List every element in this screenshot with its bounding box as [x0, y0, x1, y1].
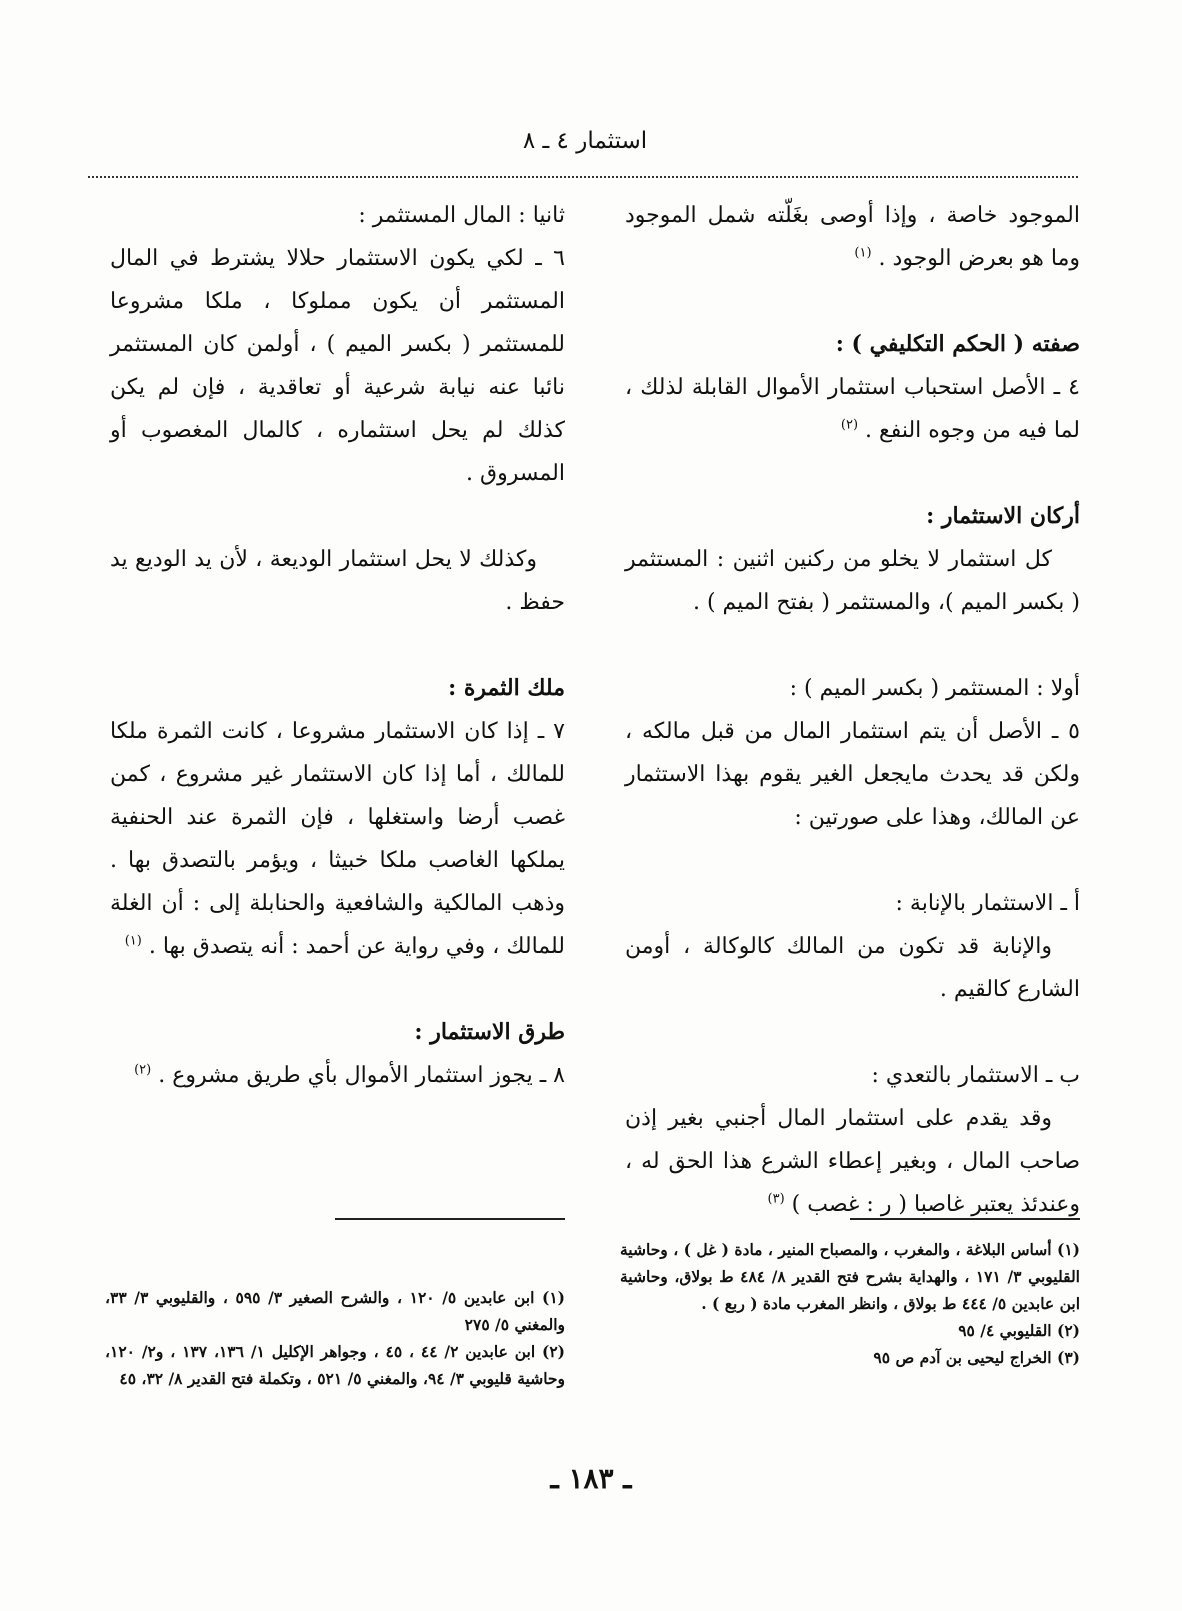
section-heading: أركان الاستثمار :	[926, 503, 1080, 529]
footnotes-right	[620, 1236, 1080, 1371]
paragraph: ٦ ـ لكي يكون الاستثمار حلالا يشترط في المال المستثمر أن يكون مملوكا ، ملكا مشروعا للمستثمر ( بكسر الميم ) ، أولمن كان المستثمر نائبا عنه نيابة شرعية أو تعاقدية ، فإن لم يكن كذلك لم يحل استثماره ، كالمال المغصوب أو المسروق .	[110, 246, 565, 486]
paragraph: وقد يقدم على استثمار المال أجنبي بغير إذن صاحب المال ، وبغير إعطاء الشرع هذا الحق له ، وعندئذ يعتبر غاصبا ( ر : غصب ) $^{(٣)}$	[625, 1106, 1081, 1217]
paragraph: ٤ ـ الأصل استحباب استثمار الأموال القابلة لذلك ، لما فيه من وجوه النفع . $^{(٢)}$	[625, 375, 1080, 443]
footnote: (٣) الخراج ليحيى بن آدم ص ٩٥	[873, 1348, 1080, 1367]
left-column	[110, 194, 565, 1097]
right-column	[625, 194, 1080, 1226]
paragraph: والإنابة قد تكون من المالك كالوكالة ، أومن الشارع كالقيم .	[625, 934, 1080, 1002]
section-heading: طرق الاستثمار :	[414, 1019, 565, 1045]
subheading: ب ـ الاستثمار بالتعدي :	[871, 1063, 1080, 1088]
paragraph: الموجود خاصة ، وإذا أوصى بغَلّته شمل الموجود وما هو بعرض الوجود . $^{(١)}$	[625, 203, 1080, 271]
paragraph: كل استثمار لا يخلو من ركنين اثنين : المستثمر ( بكسر الميم )، والمستثمر ( بفتح الميم ) .	[625, 547, 1080, 615]
header-divider	[88, 176, 1078, 178]
footnote-divider	[850, 1218, 1080, 1220]
footnote: (١) أساس البلاغة ، والمغرب ، والمصباح المنير ، مادة ( غل ) ، وحاشية القليوبي ٣/ ١٧١ ، والهداية بشرح فتح القدير ٨/ ٤٨٤ ط بولاق، وحاشية ابن عابدين ٥/ ٤٤٤ ط بولاق ، وانظر المغرب مادة ( ربع ) .	[620, 1240, 1080, 1313]
footnote: (٢) ابن عابدين ٢/ ٤٤ ، ٤٥ ، وجواهر الإكليل ١/ ١٣٦، ١٣٧ ، و٢/ ١٢٠، وحاشية قليوبي ٣/ ٩٤، والمغني ٥/ ٥٢١ ، وتكملة فتح القدير ٨/ ٣٢، ٤٥	[105, 1342, 566, 1388]
page-number: ـ ١٨٣ ـ	[550, 1462, 632, 1495]
subheading: أولا : المستثمر ( بكسر الميم ) :	[789, 676, 1080, 701]
running-header: استثمار ٤ ـ ٨	[522, 128, 648, 154]
paragraph: ٥ ـ الأصل أن يتم استثمار المال من قبل مالكه ، ولكن قد يحدث مايجعل الغير يقوم بهذا الاستثمار عن المالك، وهذا على صورتين :	[625, 719, 1080, 830]
footnotes-left	[105, 1284, 565, 1392]
subheading: ثانيا : المال المستثمر :	[358, 203, 565, 228]
footnote: (٢) القليوبي ٤/ ٩٥	[958, 1321, 1080, 1340]
footnote-ref: (٣)	[767, 1191, 785, 1207]
footnote-ref: (١)	[124, 933, 142, 949]
section-heading: صفته ( الحكم التكليفي ) :	[835, 331, 1080, 357]
subheading: أ ـ الاستثمار بالإنابة :	[895, 891, 1080, 916]
paragraph: وكذلك لا يحل استثمار الوديعة ، لأن يد الوديع يد حفظ .	[110, 547, 565, 615]
footnote-divider	[335, 1218, 565, 1220]
footnote-ref: (٢)	[134, 1062, 152, 1078]
paragraph: ٧ ـ إذا كان الاستثمار مشروعا ، كانت الثمرة ملكا للمالك ، أما إذا كان الاستثمار غير مشروع ، كمن غصب أرضا واستغلها ، فإن الثمرة عند الحنفية يملكها الغاصب ملكا خبيثا ، ويؤمر بالتصدق بها . وذهب المالكية والشافعية والحنابلة إلى : أن الغلة للمالك ، وفي رواية عن أحمد : أنه يتصدق بها . $^{(١)}$	[110, 719, 565, 959]
footnote-ref: (٢)	[840, 417, 859, 433]
footnote: (١) ابن عابدين ٥/ ١٢٠ ، والشرح الصغير ٣/ ٥٩٥ ، والقليوبي ٣/ ٣٣، والمغني ٥/ ٢٧٥	[105, 1288, 566, 1334]
footnote-ref: (١)	[854, 245, 872, 261]
paragraph: ٨ ـ يجوز استثمار الأموال بأي طريق مشروع . $^{(٢)}$	[134, 1062, 565, 1088]
section-heading: ملك الثمرة :	[448, 675, 565, 701]
